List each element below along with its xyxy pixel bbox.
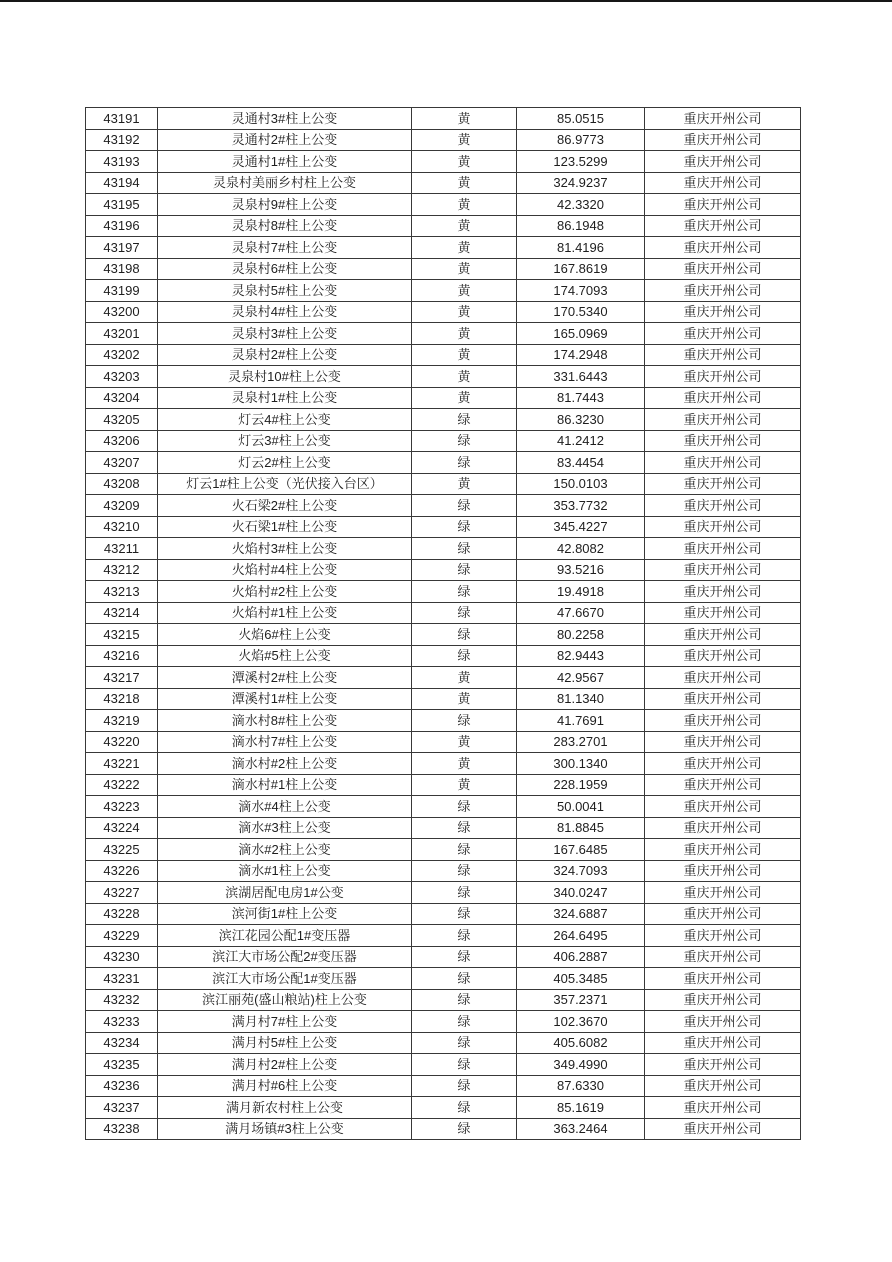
name-cell: 滨河街1#柱上公变 — [158, 903, 412, 925]
value-cell: 324.6887 — [517, 903, 645, 925]
table-row — [86, 366, 801, 388]
value-cell: 150.0103 — [517, 473, 645, 495]
company-cell: 重庆开州公司 — [645, 323, 801, 345]
name-cell: 滨江大市场公配1#变压器 — [158, 968, 412, 990]
name-cell: 灵通村1#柱上公变 — [158, 151, 412, 173]
status-cell: 黄 — [412, 323, 517, 345]
status-cell: 黄 — [412, 151, 517, 173]
name-cell: 滨江大市场公配2#变压器 — [158, 946, 412, 968]
id-cell: 43234 — [86, 1032, 158, 1054]
name-cell: 火焰村#1柱上公变 — [158, 602, 412, 624]
id-cell: 43197 — [86, 237, 158, 259]
table-row — [86, 882, 801, 904]
table-row — [86, 108, 801, 130]
company-cell: 重庆开州公司 — [645, 796, 801, 818]
id-cell: 43224 — [86, 817, 158, 839]
table-row — [86, 452, 801, 474]
value-cell: 85.1619 — [517, 1097, 645, 1119]
value-cell: 81.8845 — [517, 817, 645, 839]
name-cell: 滴水村#2柱上公变 — [158, 753, 412, 775]
status-cell: 绿 — [412, 968, 517, 990]
name-cell: 灵泉村4#柱上公变 — [158, 301, 412, 323]
table-row — [86, 731, 801, 753]
value-cell: 324.7093 — [517, 860, 645, 882]
table-row — [86, 258, 801, 280]
company-cell: 重庆开州公司 — [645, 624, 801, 646]
value-cell: 324.9237 — [517, 172, 645, 194]
company-cell: 重庆开州公司 — [645, 731, 801, 753]
company-cell: 重庆开州公司 — [645, 280, 801, 302]
id-cell: 43237 — [86, 1097, 158, 1119]
id-cell: 43229 — [86, 925, 158, 947]
id-cell: 43233 — [86, 1011, 158, 1033]
name-cell: 火焰#5柱上公变 — [158, 645, 412, 667]
table-row — [86, 710, 801, 732]
value-cell: 123.5299 — [517, 151, 645, 173]
name-cell: 灵泉村3#柱上公变 — [158, 323, 412, 345]
name-cell: 滴水村8#柱上公变 — [158, 710, 412, 732]
status-cell: 绿 — [412, 860, 517, 882]
id-cell: 43196 — [86, 215, 158, 237]
table-row — [86, 1075, 801, 1097]
name-cell: 灵泉村2#柱上公变 — [158, 344, 412, 366]
status-cell: 绿 — [412, 989, 517, 1011]
name-cell: 滨湖居配电房1#公变 — [158, 882, 412, 904]
id-cell: 43198 — [86, 258, 158, 280]
table-row — [86, 688, 801, 710]
status-cell: 绿 — [412, 538, 517, 560]
table-row — [86, 559, 801, 581]
table-row — [86, 1118, 801, 1140]
status-cell: 绿 — [412, 1118, 517, 1140]
status-cell: 绿 — [412, 645, 517, 667]
name-cell: 火焰6#柱上公变 — [158, 624, 412, 646]
value-cell: 19.4918 — [517, 581, 645, 603]
value-cell: 82.9443 — [517, 645, 645, 667]
status-cell: 绿 — [412, 409, 517, 431]
status-cell: 绿 — [412, 925, 517, 947]
table-row — [86, 602, 801, 624]
company-cell: 重庆开州公司 — [645, 108, 801, 130]
status-cell: 绿 — [412, 559, 517, 581]
status-cell: 黄 — [412, 688, 517, 710]
id-cell: 43238 — [86, 1118, 158, 1140]
id-cell: 43201 — [86, 323, 158, 345]
name-cell: 火焰村#2柱上公变 — [158, 581, 412, 603]
value-cell: 340.0247 — [517, 882, 645, 904]
name-cell: 满月村#6柱上公变 — [158, 1075, 412, 1097]
value-cell: 283.2701 — [517, 731, 645, 753]
value-cell: 353.7732 — [517, 495, 645, 517]
company-cell: 重庆开州公司 — [645, 473, 801, 495]
table-row — [86, 151, 801, 173]
status-cell: 黄 — [412, 753, 517, 775]
status-cell: 绿 — [412, 452, 517, 474]
name-cell: 火焰村3#柱上公变 — [158, 538, 412, 560]
status-cell: 黄 — [412, 473, 517, 495]
id-cell: 43194 — [86, 172, 158, 194]
status-cell: 绿 — [412, 516, 517, 538]
table-row — [86, 774, 801, 796]
name-cell: 灵泉村9#柱上公变 — [158, 194, 412, 216]
value-cell: 167.6485 — [517, 839, 645, 861]
id-cell: 43236 — [86, 1075, 158, 1097]
table-row — [86, 344, 801, 366]
value-cell: 81.1340 — [517, 688, 645, 710]
table-row — [86, 387, 801, 409]
name-cell: 灵泉村8#柱上公变 — [158, 215, 412, 237]
value-cell: 86.3230 — [517, 409, 645, 431]
value-cell: 86.9773 — [517, 129, 645, 151]
value-cell: 331.6443 — [517, 366, 645, 388]
name-cell: 满月场镇#3柱上公变 — [158, 1118, 412, 1140]
table-row — [86, 968, 801, 990]
value-cell: 170.5340 — [517, 301, 645, 323]
table-row — [86, 903, 801, 925]
status-cell: 绿 — [412, 796, 517, 818]
name-cell: 滨江花园公配1#变压器 — [158, 925, 412, 947]
id-cell: 43215 — [86, 624, 158, 646]
id-cell: 43191 — [86, 108, 158, 130]
status-cell: 黄 — [412, 344, 517, 366]
name-cell: 灵泉村美丽乡村柱上公变 — [158, 172, 412, 194]
id-cell: 43199 — [86, 280, 158, 302]
id-cell: 43203 — [86, 366, 158, 388]
company-cell: 重庆开州公司 — [645, 1075, 801, 1097]
value-cell: 405.6082 — [517, 1032, 645, 1054]
company-cell: 重庆开州公司 — [645, 1032, 801, 1054]
table-row — [86, 301, 801, 323]
id-cell: 43200 — [86, 301, 158, 323]
status-cell: 黄 — [412, 258, 517, 280]
name-cell: 潭溪村1#柱上公变 — [158, 688, 412, 710]
status-cell: 绿 — [412, 839, 517, 861]
name-cell: 滴水村7#柱上公变 — [158, 731, 412, 753]
status-cell: 绿 — [412, 581, 517, 603]
table-row — [86, 839, 801, 861]
company-cell: 重庆开州公司 — [645, 817, 801, 839]
table-row — [86, 172, 801, 194]
value-cell: 406.2887 — [517, 946, 645, 968]
company-cell: 重庆开州公司 — [645, 1011, 801, 1033]
status-cell: 绿 — [412, 495, 517, 517]
name-cell: 滴水#4柱上公变 — [158, 796, 412, 818]
table-row — [86, 1032, 801, 1054]
table-row — [86, 860, 801, 882]
id-cell: 43205 — [86, 409, 158, 431]
value-cell: 363.2464 — [517, 1118, 645, 1140]
name-cell: 滨江丽苑(盛山粮站)柱上公变 — [158, 989, 412, 1011]
table-row — [86, 237, 801, 259]
company-cell: 重庆开州公司 — [645, 237, 801, 259]
company-cell: 重庆开州公司 — [645, 172, 801, 194]
name-cell: 灵泉村5#柱上公变 — [158, 280, 412, 302]
company-cell: 重庆开州公司 — [645, 452, 801, 474]
name-cell: 滴水村#1柱上公变 — [158, 774, 412, 796]
company-cell: 重庆开州公司 — [645, 301, 801, 323]
value-cell: 405.3485 — [517, 968, 645, 990]
value-cell: 86.1948 — [517, 215, 645, 237]
table-body — [86, 108, 801, 1140]
name-cell: 灯云4#柱上公变 — [158, 409, 412, 431]
status-cell: 绿 — [412, 882, 517, 904]
value-cell: 349.4990 — [517, 1054, 645, 1076]
value-cell: 47.6670 — [517, 602, 645, 624]
name-cell: 满月村7#柱上公变 — [158, 1011, 412, 1033]
value-cell: 165.0969 — [517, 323, 645, 345]
value-cell: 85.0515 — [517, 108, 645, 130]
name-cell: 灯云2#柱上公变 — [158, 452, 412, 474]
value-cell: 87.6330 — [517, 1075, 645, 1097]
id-cell: 43223 — [86, 796, 158, 818]
table-row — [86, 280, 801, 302]
company-cell: 重庆开州公司 — [645, 903, 801, 925]
name-cell: 滴水#2柱上公变 — [158, 839, 412, 861]
value-cell: 174.2948 — [517, 344, 645, 366]
company-cell: 重庆开州公司 — [645, 538, 801, 560]
value-cell: 264.6495 — [517, 925, 645, 947]
name-cell: 满月新农村柱上公变 — [158, 1097, 412, 1119]
id-cell: 43226 — [86, 860, 158, 882]
name-cell: 灵泉村1#柱上公变 — [158, 387, 412, 409]
table-row — [86, 409, 801, 431]
company-cell: 重庆开州公司 — [645, 495, 801, 517]
company-cell: 重庆开州公司 — [645, 688, 801, 710]
company-cell: 重庆开州公司 — [645, 774, 801, 796]
status-cell: 绿 — [412, 602, 517, 624]
company-cell: 重庆开州公司 — [645, 1054, 801, 1076]
id-cell: 43222 — [86, 774, 158, 796]
company-cell: 重庆开州公司 — [645, 602, 801, 624]
id-cell: 43219 — [86, 710, 158, 732]
value-cell: 42.3320 — [517, 194, 645, 216]
table-row — [86, 796, 801, 818]
company-cell: 重庆开州公司 — [645, 1097, 801, 1119]
company-cell: 重庆开州公司 — [645, 710, 801, 732]
company-cell: 重庆开州公司 — [645, 387, 801, 409]
table-row — [86, 194, 801, 216]
company-cell: 重庆开州公司 — [645, 430, 801, 452]
name-cell: 滴水#3柱上公变 — [158, 817, 412, 839]
company-cell: 重庆开州公司 — [645, 989, 801, 1011]
table-row — [86, 925, 801, 947]
company-cell: 重庆开州公司 — [645, 753, 801, 775]
table-row — [86, 1011, 801, 1033]
value-cell: 357.2371 — [517, 989, 645, 1011]
table-row — [86, 946, 801, 968]
value-cell: 300.1340 — [517, 753, 645, 775]
id-cell: 43225 — [86, 839, 158, 861]
table-row — [86, 323, 801, 345]
id-cell: 43193 — [86, 151, 158, 173]
value-cell: 41.7691 — [517, 710, 645, 732]
id-cell: 43209 — [86, 495, 158, 517]
value-cell: 167.8619 — [517, 258, 645, 280]
id-cell: 43202 — [86, 344, 158, 366]
id-cell: 43211 — [86, 538, 158, 560]
status-cell: 绿 — [412, 1054, 517, 1076]
status-cell: 绿 — [412, 710, 517, 732]
table-row — [86, 430, 801, 452]
company-cell: 重庆开州公司 — [645, 946, 801, 968]
company-cell: 重庆开州公司 — [645, 559, 801, 581]
value-cell: 102.3670 — [517, 1011, 645, 1033]
id-cell: 43230 — [86, 946, 158, 968]
company-cell: 重庆开州公司 — [645, 839, 801, 861]
company-cell: 重庆开州公司 — [645, 516, 801, 538]
company-cell: 重庆开州公司 — [645, 968, 801, 990]
status-cell: 黄 — [412, 774, 517, 796]
id-cell: 43220 — [86, 731, 158, 753]
status-cell: 黄 — [412, 387, 517, 409]
name-cell: 火石梁2#柱上公变 — [158, 495, 412, 517]
id-cell: 43192 — [86, 129, 158, 151]
status-cell: 黄 — [412, 301, 517, 323]
table-row — [86, 753, 801, 775]
status-cell: 黄 — [412, 237, 517, 259]
name-cell: 灵泉村10#柱上公变 — [158, 366, 412, 388]
value-cell: 228.1959 — [517, 774, 645, 796]
status-cell: 黄 — [412, 172, 517, 194]
name-cell: 灵通村2#柱上公变 — [158, 129, 412, 151]
status-cell: 绿 — [412, 1011, 517, 1033]
value-cell: 81.4196 — [517, 237, 645, 259]
table-row — [86, 1054, 801, 1076]
company-cell: 重庆开州公司 — [645, 925, 801, 947]
id-cell: 43231 — [86, 968, 158, 990]
company-cell: 重庆开州公司 — [645, 366, 801, 388]
status-cell: 黄 — [412, 194, 517, 216]
value-cell: 174.7093 — [517, 280, 645, 302]
table-row — [86, 989, 801, 1011]
company-cell: 重庆开州公司 — [645, 667, 801, 689]
status-cell: 黄 — [412, 731, 517, 753]
company-cell: 重庆开州公司 — [645, 151, 801, 173]
status-cell: 黄 — [412, 129, 517, 151]
value-cell: 50.0041 — [517, 796, 645, 818]
value-cell: 345.4227 — [517, 516, 645, 538]
id-cell: 43213 — [86, 581, 158, 603]
status-cell: 绿 — [412, 903, 517, 925]
status-cell: 绿 — [412, 1032, 517, 1054]
name-cell: 滴水#1柱上公变 — [158, 860, 412, 882]
name-cell: 灵泉村7#柱上公变 — [158, 237, 412, 259]
id-cell: 43206 — [86, 430, 158, 452]
id-cell: 43235 — [86, 1054, 158, 1076]
table-row — [86, 667, 801, 689]
value-cell: 81.7443 — [517, 387, 645, 409]
status-cell: 黄 — [412, 280, 517, 302]
table-row — [86, 516, 801, 538]
name-cell: 火石梁1#柱上公变 — [158, 516, 412, 538]
name-cell: 灯云3#柱上公变 — [158, 430, 412, 452]
company-cell: 重庆开州公司 — [645, 215, 801, 237]
table-row — [86, 129, 801, 151]
company-cell: 重庆开州公司 — [645, 344, 801, 366]
value-cell: 42.9567 — [517, 667, 645, 689]
id-cell: 43221 — [86, 753, 158, 775]
status-cell: 绿 — [412, 1075, 517, 1097]
id-cell: 43214 — [86, 602, 158, 624]
status-cell: 黄 — [412, 215, 517, 237]
status-cell: 黄 — [412, 108, 517, 130]
table-row — [86, 1097, 801, 1119]
value-cell: 80.2258 — [517, 624, 645, 646]
status-cell: 绿 — [412, 1097, 517, 1119]
name-cell: 灯云1#柱上公变（光伏接入台区） — [158, 473, 412, 495]
company-cell: 重庆开州公司 — [645, 194, 801, 216]
id-cell: 43228 — [86, 903, 158, 925]
status-cell: 绿 — [412, 624, 517, 646]
value-cell: 83.4454 — [517, 452, 645, 474]
name-cell: 火焰村#4柱上公变 — [158, 559, 412, 581]
id-cell: 43232 — [86, 989, 158, 1011]
id-cell: 43217 — [86, 667, 158, 689]
company-cell: 重庆开州公司 — [645, 882, 801, 904]
top-edge-bar — [0, 0, 892, 2]
id-cell: 43195 — [86, 194, 158, 216]
company-cell: 重庆开州公司 — [645, 645, 801, 667]
id-cell: 43210 — [86, 516, 158, 538]
id-cell: 43212 — [86, 559, 158, 581]
value-cell: 93.5216 — [517, 559, 645, 581]
table-row — [86, 538, 801, 560]
table-row — [86, 495, 801, 517]
status-cell: 绿 — [412, 817, 517, 839]
value-cell: 42.8082 — [517, 538, 645, 560]
name-cell: 灵泉村6#柱上公变 — [158, 258, 412, 280]
table-row — [86, 473, 801, 495]
table-row — [86, 817, 801, 839]
status-cell: 绿 — [412, 430, 517, 452]
name-cell: 灵通村3#柱上公变 — [158, 108, 412, 130]
company-cell: 重庆开州公司 — [645, 860, 801, 882]
id-cell: 43218 — [86, 688, 158, 710]
id-cell: 43227 — [86, 882, 158, 904]
value-cell: 41.2412 — [517, 430, 645, 452]
name-cell: 满月村5#柱上公变 — [158, 1032, 412, 1054]
id-cell: 43208 — [86, 473, 158, 495]
company-cell: 重庆开州公司 — [645, 258, 801, 280]
company-cell: 重庆开州公司 — [645, 129, 801, 151]
status-cell: 黄 — [412, 366, 517, 388]
name-cell: 潭溪村2#柱上公变 — [158, 667, 412, 689]
table-row — [86, 645, 801, 667]
id-cell: 43204 — [86, 387, 158, 409]
table-row — [86, 215, 801, 237]
id-cell: 43216 — [86, 645, 158, 667]
company-cell: 重庆开州公司 — [645, 1118, 801, 1140]
company-cell: 重庆开州公司 — [645, 581, 801, 603]
status-cell: 黄 — [412, 667, 517, 689]
table-row — [86, 581, 801, 603]
company-cell: 重庆开州公司 — [645, 409, 801, 431]
status-cell: 绿 — [412, 946, 517, 968]
table-row — [86, 624, 801, 646]
id-cell: 43207 — [86, 452, 158, 474]
transformer-data-table — [85, 107, 801, 1140]
name-cell: 满月村2#柱上公变 — [158, 1054, 412, 1076]
